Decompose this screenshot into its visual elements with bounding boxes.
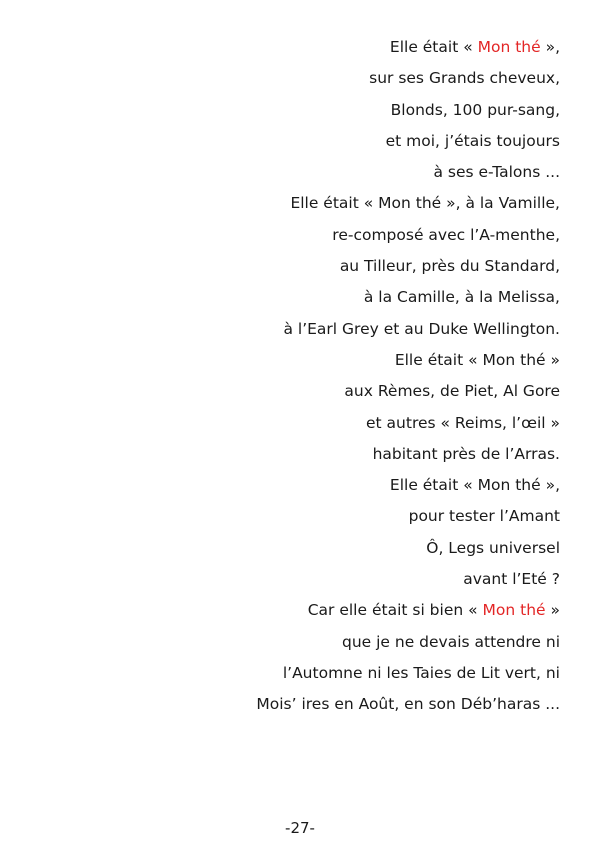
highlighted-phrase: Mon thé	[482, 601, 546, 620]
poem-line	[20, 595, 560, 626]
poem-line: à ses e-Talons ...	[433, 163, 560, 182]
poem-line: re-composé avec l’A-menthe,	[332, 225, 560, 244]
poem-line: Blonds, 100 pur-sang,	[390, 100, 560, 119]
poem-line: et autres « Reims, l’œil »	[366, 413, 560, 432]
poem-line: aux Rèmes, de Piet, Al Gore	[344, 382, 560, 401]
poem-line-end: »	[545, 601, 560, 620]
poem	[20, 32, 560, 721]
poem-line-end: »,	[540, 38, 560, 56]
highlighted-phrase: Mon thé	[477, 38, 541, 56]
poem-line: sur ses Grands cheveux,	[369, 69, 560, 88]
poem-line: à la Camille, à la Melissa,	[363, 288, 560, 307]
poem-line: l’Automne ni les Taies de Lit vert, ni	[282, 663, 560, 682]
poem-line: à l’Earl Grey et au Duke Wellington.	[283, 319, 560, 338]
poem-line: habitant près de l’Arras.	[372, 444, 560, 463]
poem-line: Mois’ ires en Août, en son Déb’haras ...	[256, 695, 560, 714]
poem-line: avant l’Eté ?	[463, 570, 560, 589]
poem-line: Elle était « Mon thé »	[394, 350, 560, 369]
poem-line: Elle était « Mon thé »,	[389, 476, 560, 495]
poem-line: que je ne devais attendre ni	[341, 632, 560, 651]
poem-line: pour tester l’Amant	[408, 507, 560, 526]
poem-line	[20, 32, 560, 63]
poem-line: Elle était « Mon thé », à la Vamille,	[290, 194, 560, 213]
poem-line-start: Car elle était si bien «	[307, 601, 483, 620]
poem-line: et moi, j’étais toujours	[385, 131, 560, 150]
poem-line: au Tilleur, près du Standard,	[339, 257, 560, 276]
page-number: -27-	[285, 819, 315, 837]
poem-line-start: Elle était «	[389, 38, 478, 56]
poem-line: Ô, Legs universel	[426, 538, 560, 557]
